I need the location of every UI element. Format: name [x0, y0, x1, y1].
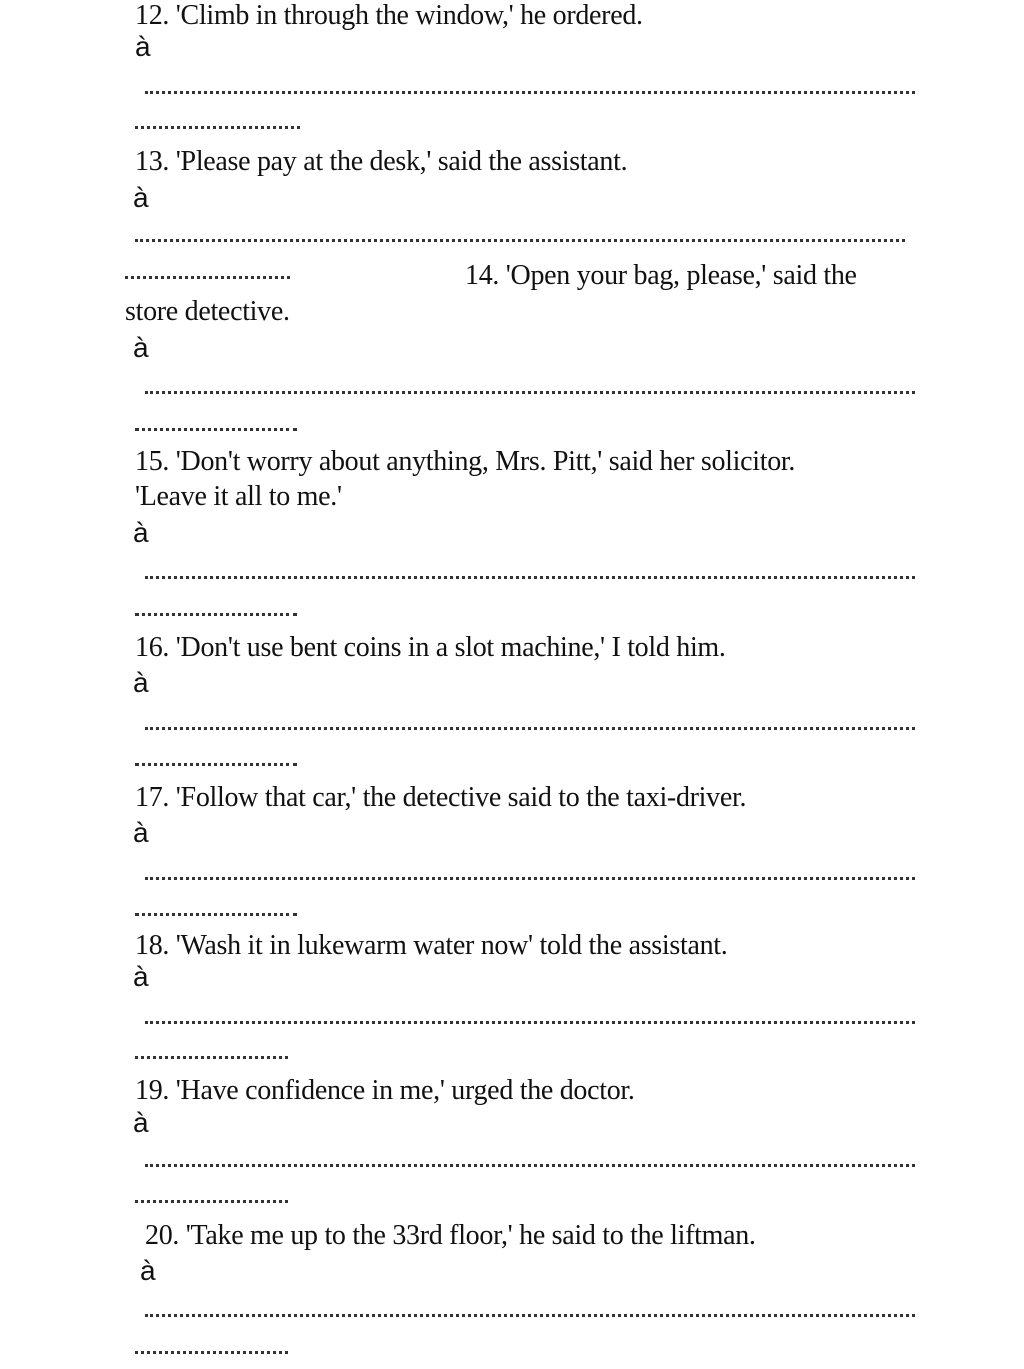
answer-blank-line-short[interactable]: [135, 1056, 288, 1059]
answer-blank-line[interactable]: [145, 576, 915, 579]
arrow-marker: à: [133, 817, 149, 848]
question-text: 18. 'Wash it in lukewarm water now' told the assistant.: [135, 930, 728, 961]
question-text: 12. 'Climb in through the window,' he ordered.: [135, 0, 643, 31]
answer-blank-line[interactable]: [135, 239, 905, 242]
answer-blank-line-short[interactable]: [135, 126, 300, 129]
answer-blank-line-short[interactable]: [135, 1200, 288, 1203]
answer-blank-line[interactable]: [145, 1021, 915, 1024]
arrow-marker: à: [133, 667, 149, 698]
question-text: 19. 'Have confidence in me,' urged the doctor.: [135, 1075, 635, 1106]
question-text-continued: 'Leave it all to me.': [135, 481, 342, 512]
arrow-marker: à: [135, 31, 151, 62]
answer-blank-line[interactable]: [145, 1314, 915, 1317]
answer-blank-line[interactable]: [145, 1164, 915, 1167]
question-text: 17. 'Follow that car,' the detective said to the taxi-driver.: [135, 782, 747, 813]
arrow-marker: à: [133, 1107, 149, 1138]
answer-blank-line-short[interactable]: [135, 428, 297, 431]
arrow-marker: à: [140, 1255, 156, 1286]
answer-blank-line-short[interactable]: [135, 913, 297, 916]
answer-blank-line[interactable]: [145, 91, 915, 94]
answer-blank-line-short[interactable]: [135, 613, 297, 616]
question-text: 16. 'Don't use bent coins in a slot machine,' I told him.: [135, 632, 726, 663]
question-text: 15. 'Don't worry about anything, Mrs. Pitt,' said her solicitor.: [135, 446, 796, 477]
question-text: 20. 'Take me up to the 33rd floor,' he said to the liftman.: [145, 1220, 756, 1251]
question-text: 14. 'Open your bag, please,' said the: [465, 260, 857, 291]
question-text: 13. 'Please pay at the desk,' said the assistant.: [135, 146, 628, 177]
answer-blank-line[interactable]: [145, 877, 915, 880]
arrow-marker: à: [133, 961, 149, 992]
arrow-marker: à: [133, 332, 149, 363]
question-text-continued: store detective.: [125, 296, 290, 327]
answer-blank-line[interactable]: [145, 727, 915, 730]
answer-blank-line-short[interactable]: [135, 763, 297, 766]
answer-blank-line[interactable]: [145, 391, 915, 394]
arrow-marker: à: [133, 182, 149, 213]
answer-blank-line-short[interactable]: [125, 276, 290, 279]
arrow-marker: à: [133, 517, 149, 548]
answer-blank-line-short[interactable]: [135, 1351, 288, 1354]
